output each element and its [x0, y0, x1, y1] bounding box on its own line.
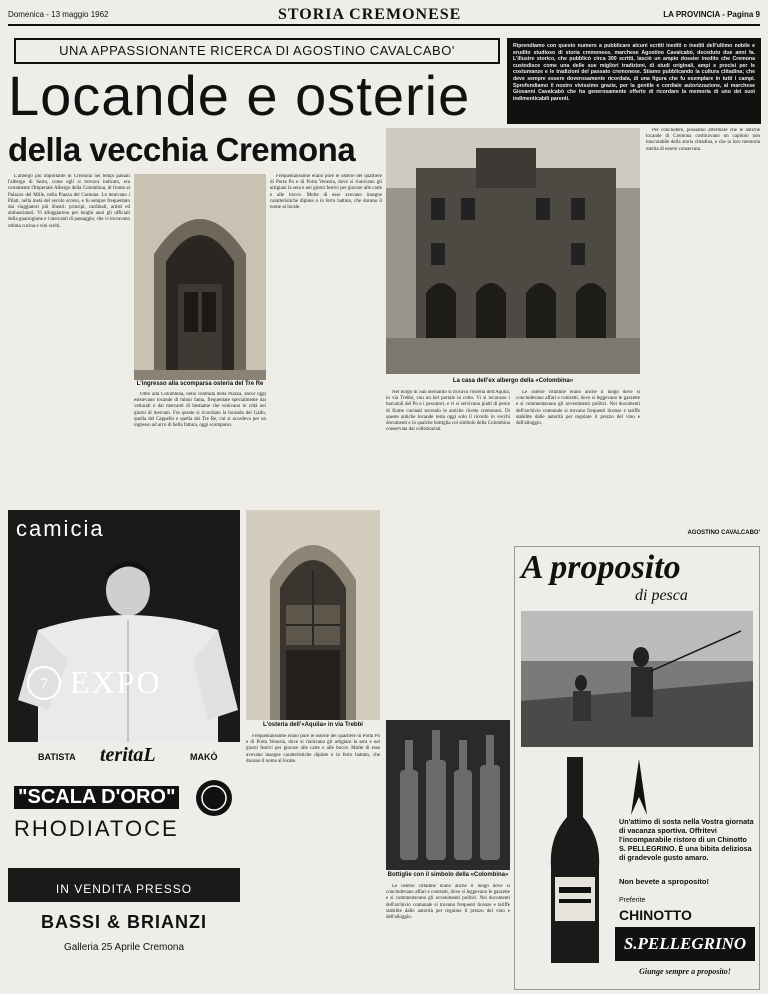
masthead-rule [8, 24, 760, 26]
ad-expo-top: camicia [16, 516, 105, 541]
article-col5-text: Le osterie cittadine erano anche il luogo dove si concludevano affari e contratti, dove si leggevano le gazzette e si commentavano gli avvenimenti politici. Nei documenti dell'archivio comunale si trovano frequenti licenze e tariffe stabilite dalle autorità per regolare il prezzo del vino e dell'alloggio. [516, 390, 640, 427]
ad-expo-fabrics [8, 742, 240, 772]
mako-label: MAKÒ [190, 752, 218, 762]
pellegrino-star-icon [619, 757, 659, 817]
teritall-label: teritaL [100, 744, 156, 766]
article-col8-text: Le osterie cittadine erano anche il luogo dove si concludevano affari e contratti, dove si leggevano le gazzette e si commentavano gli avvenimenti politici. Nei documenti dell'archivio comunale si trovano frequenti licenze e tariffe stabilite dalle autorità per regolare il prezzo del vino e dell'alloggio. [386, 884, 510, 921]
kicker-text: UNA APPASSIONANTE RICERCA DI AGOSTINO CAVALCABO' [59, 43, 455, 58]
article-col2 [134, 392, 266, 504]
ad-pellegrino-body: Un'attimo di sosta nella Vostra giornata di vacanza sportiva. Offritevi l'incomparabile ristoro di un Chinotto S. PELLEGRINO. È una bibita deliziosa di gradevole gusto amaro. [619, 817, 754, 862]
article-col3 [270, 174, 382, 504]
expo-emblem-icon [26, 665, 62, 701]
masthead-date: Domenica - 13 maggio 1962 [8, 10, 109, 19]
ad-expo-store: BASSI & BRIANZI [40, 912, 207, 932]
section-title: STORIA CREMONESE [278, 6, 462, 23]
article-col3-text: Frequentatissime erano pure le osterie del quartiere di Porta Po e di Porta Venezia, dove si riunivano gli artigiani la sera e nei giorni festivi per giocare alle carte e alle bocce. Molte di esse avevano insegne caratteristiche dipinte o in ferro battuto, che davano il nome al locale. [270, 174, 382, 211]
ad-pellegrino-tagline: Non bevete a sproposito! [619, 877, 710, 886]
article-col2-text: Oltre alla Colombina, nella contrada della Piazza, ancor oggi esistevano locande di minor fama, frequentate specialmente dai vetturali e dai mercanti di bestiame che venivano in città nei giorni di mercato. Fra queste si ricordano la locanda del Gallo, quella del Cappello e quella dei Tre Re, cui si accedeva per un ingresso ad arco di bella fattura, oggi scomparso. [134, 392, 266, 429]
caption-arch: L'ingresso alla scomparsa osteria del Tre Re [136, 381, 264, 387]
doorway-illustration [246, 510, 380, 720]
kicker [14, 38, 500, 64]
photo-bottles [386, 720, 510, 870]
article-col1-text: L'albergo più importante in Cremona nei tempi passati l'albergo di Sesto, come egli si trovava indicato, era certamente l'Imperiale Albergo della Colombina, di fronte al Palazzo del Mille, nella Piazza del Comune. Lo tenevano i Pilati, nella metà del secolo scorso, e fu sempre frequentato dai viaggiatori più illustri: principi, cardinali, artisti ed ambasciatori. Vi alloggiarono per lunghi anni gli ufficiali della guarnigione e i mercanti di passaggio, che vi trovavano ottima cucina e vini scelti. [8, 174, 130, 229]
ad-expo-store-box [8, 902, 240, 990]
intro-box [507, 38, 761, 124]
intro-text: Riprendiamo con questo numero a pubblicare alcuni scritti inediti o inediti dell'ultimo nobile e erudito studioso di storia cremonese, marchese Agostino Cavalcabò, deceduto due anni fa. L'illustre storico, che pubblicò circa 300 scritti, lasciò un ampio dossier inedito che Cremona custodisce come una delle sue migliori tradizioni, di studi originali, ampi e precisi per le costumanze e le tradizioni del passato cremonese. Stiamo pubblicando la cultura cittadina; che deve sempre essere doverosamente ricordata, di una figura che fu esemplare in tutti i campi. Sprofondiamo il nostro vivissimo grazie, per la gentile e cordiale autorizzazione, al marchese Giovanni Cavalcabò che ha generosamente offerto di ricordare la memoria di uno dei suoi indimenticabili parenti. [513, 43, 755, 102]
article-col1 [8, 174, 130, 504]
caption-doorway: L'osteria dell'«Aquila» in via Trebbi [263, 722, 363, 728]
bottles-illustration [386, 720, 510, 870]
article-col5 [516, 390, 640, 540]
ad-expo-address: Galleria 25 Aprile Cremona [63, 942, 185, 953]
masthead-page: LA PROVINCIA - Pagina 9 [663, 10, 760, 19]
arch-illustration [134, 174, 266, 380]
fishing-illustration [521, 611, 753, 747]
ad-pellegrino-brand [615, 927, 755, 961]
shirt-man-illustration [8, 550, 240, 750]
article-col6-text: Per concludere, possiamo affermare che le antiche locande di Cremona costituivano un capitolo non trascurabile della storia cittadina, e che la loro memoria merita di essere conservata. [646, 128, 760, 152]
ad-pellegrino-prefer: Preferite [619, 897, 646, 904]
scala-label: "SCALA D'ORO" [14, 786, 179, 809]
ad-pellegrino-chinotto: CHINOTTO [619, 907, 692, 923]
article-col7-text: Frequentatissime erano pure le osterie del quartiere di Porta Po e di Porta Venezia, dove si riunivano gli artigiani la sera e nei giorni festivi per giocare alle carte e alle bocce. Molte di esse avevano insegne caratteristiche dipinte o in ferro battuto, che davano il nome al locale. [246, 734, 380, 764]
photo-doorway [246, 510, 380, 720]
ad-pellegrino-title: A proposito [521, 549, 681, 586]
signature: AGOSTINO CAVALCABO' [687, 530, 760, 536]
article-col6 [646, 128, 760, 528]
chinotto-bottle-icon [545, 757, 605, 967]
expo-logo [26, 662, 236, 704]
svg-text:7: 7 [40, 676, 48, 693]
scala-seal-icon [194, 778, 234, 818]
ad-pellegrino-subtitle: di pesca [635, 587, 688, 604]
ad-expo-vendita: IN VENDITA PRESSO [55, 882, 193, 896]
castle-illustration [386, 128, 640, 374]
article-col7 [246, 734, 380, 990]
rhodiatoce-label: RHODIATOCE [14, 816, 179, 841]
headline-line2: della vecchia Cremona [8, 131, 356, 168]
ad-pellegrino [514, 546, 760, 990]
photo-castle [386, 128, 640, 374]
caption-bottles: Bottiglie con il simbolo della «Colombina» [387, 872, 509, 878]
ad-expo-scala [8, 772, 240, 868]
expo-brand: EXPO [70, 664, 162, 700]
headline-line1: Locande e osterie [8, 64, 471, 127]
article-col8 [386, 884, 510, 990]
batista-label: BATISTA [38, 752, 76, 762]
ad-expo [8, 510, 240, 990]
ad-pellegrino-brand-text: S.PELLEGRINO [623, 934, 747, 953]
article-col4-text: Nel borgo di San Bernardo si trovava l'osteria dell'Aquila, in via Trebbi, con un bel portale in cotto. Vi si recavano i barcaioli del Po e i pescatori, e vi si servivano piatti di pesce di fiume cucinati secondo le antiche ricette cremonesi. Di queste antiche locande resta oggi solo il ricordo in vecchi documenti e in qualche bottiglia col simbolo della Colombina conservata dai collezionisti. [386, 390, 510, 433]
caption-castle: La casa dell'ex albergo della «Colombina» [452, 378, 574, 384]
ad-pellegrino-footer: Giunge sempre a proposito! [639, 967, 731, 976]
photo-arch [134, 174, 266, 380]
masthead [8, 6, 760, 24]
